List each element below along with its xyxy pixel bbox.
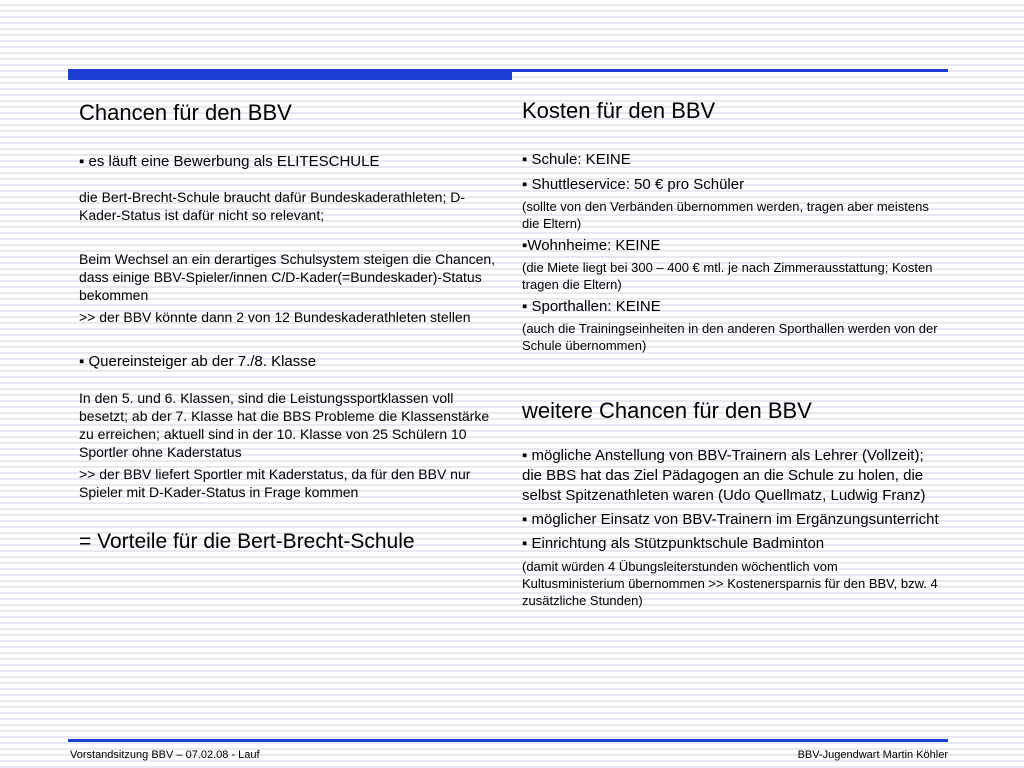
top-accent-line [512, 69, 948, 72]
para-sportler-kaderstatus: >> der BBV liefert Sportler mit Kaderstatus, da für den BBV nur Spieler mit D-Kader-Status in Frage kommen [79, 466, 471, 500]
heading-chancen: Chancen für den BBV [79, 100, 292, 125]
chance-ergaenzung: ▪ möglicher Einsatz von BBV-Trainern im Ergänzungsunterricht [522, 511, 939, 528]
cost-wohnheime: ▪Wohnheime: KEINE [522, 237, 661, 254]
para-klassen: In den 5. und 6. Klassen, sind die Leistungssportklassen voll besetzt; ab der 7. Klasse hat die BBS Probleme die Klassenstärke zu erreichen; aktuell sind in der 10. Klasse von 25 Schülern 10 Sportler ohne Kaderstatus [79, 390, 490, 460]
cost-shuttle-note: (sollte von den Verbänden übernommen werden, tragen aber meistens die Eltern) [522, 199, 929, 231]
cost-wohnheime-note: (die Miete liegt bei 300 – 400 € mtl. je nach Zimmerausstattung; Kosten tragen die Eltern) [522, 260, 933, 292]
chance-stuetzpunkt-note: (damit würden 4 Übungsleiterstunden wöchentlich vom Kultusministerium übernommen >> Kostenersparnis für den BBV, bzw. 4 zusätzliche Stunden) [522, 559, 938, 608]
cost-sporthallen: ▪ Sporthallen: KEINE [522, 298, 661, 315]
heading-weitere-chancen: weitere Chancen für den BBV [522, 398, 812, 423]
bottom-accent-line [68, 739, 948, 742]
left-column [79, 100, 499, 555]
bullet-quereinsteiger: ▪ Quereinsteiger ab der 7./8. Klasse [79, 353, 317, 370]
para-bundeskader: die Bert-Brecht-Schule braucht dafür Bundeskaderathleten; D-Kader-Status ist dafür nicht so relevant; [79, 189, 465, 223]
cost-schule: ▪ Schule: KEINE [522, 151, 631, 168]
footer-right: BBV-Jugendwart Martin Köhler [797, 749, 948, 761]
top-accent-bar [68, 69, 512, 80]
bullet-eliteschule: ▪ es läuft eine Bewerbung als ELITESCHULE [79, 153, 380, 170]
para-wechsel: Beim Wechsel an ein derartiges Schulsystem steigen die Chancen, dass einige BBV-Spieler/innen C/D-Kader(=Bundeskader)-Status bekommen [79, 251, 496, 303]
chance-anstellung: ▪ mögliche Anstellung von BBV-Trainern als Lehrer (Vollzeit); die BBS hat das Ziel Pädagogen an die Schule zu holen, die selbst Spitzenathleten waren (Udo Quellmatz, Ludwig Franz) [522, 447, 926, 504]
cost-shuttle: ▪ Shuttleservice: 50 € pro Schüler [522, 176, 745, 193]
conclusion-vorteile: = Vorteile für die Bert-Brecht-Schule [79, 530, 415, 553]
chance-stuetzpunkt: ▪ Einrichtung als Stützpunktschule Badminton [522, 535, 825, 552]
right-column [522, 98, 942, 609]
heading-kosten: Kosten für den BBV [522, 98, 716, 123]
para-bbv-stellen: >> der BBV könnte dann 2 von 12 Bundeskaderathleten stellen [79, 309, 471, 325]
cost-sporthallen-note: (auch die Trainingseinheiten in den anderen Sporthallen werden von der Schule übernommen) [522, 321, 938, 353]
footer-left: Vorstandsitzung BBV – 07.02.08 - Lauf [70, 749, 260, 761]
